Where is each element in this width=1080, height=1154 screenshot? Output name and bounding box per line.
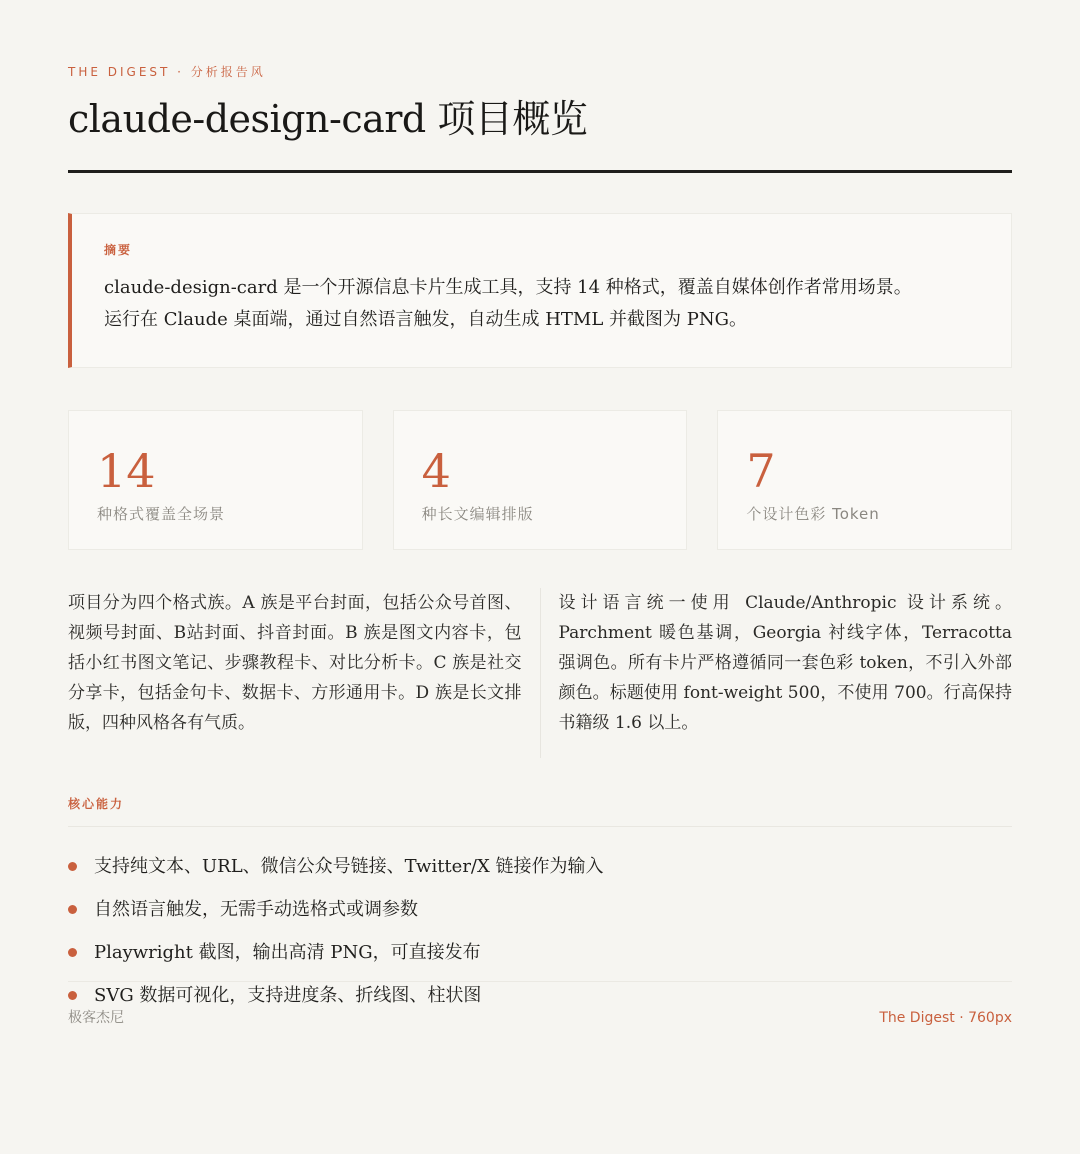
stat-value: 4: [421, 444, 451, 498]
stat-value: 14: [97, 444, 156, 498]
title-divider: [68, 170, 1012, 173]
digest-page: [68, 0, 1012, 1026]
capabilities-list: [68, 845, 1012, 1017]
stat-label: 种格式覆盖全场景: [97, 505, 226, 523]
stat-value: 7: [746, 444, 776, 498]
kicker: THE DIGEST · 分析报告风: [68, 65, 266, 79]
stat-label: 个设计色彩 Token: [746, 505, 880, 523]
page-title: claude-design-card 项目概览: [68, 97, 588, 141]
list-item: [68, 931, 1012, 974]
stat-label: 种长文编辑排版: [421, 505, 534, 523]
column-right: 设计语言统一使用 Claude/Anthropic 设计系统。Parchment 暖色基调，Georgia 衬线字体，Terracotta 强调色。所有卡片严格遵循同一套色彩 token，不引入外部颜色。标题使用 font-weight 500，不使用 700。行高保持书籍级 1.6 以上。: [540, 588, 1013, 758]
bullet-dot-icon: [68, 905, 77, 914]
bullet-dot-icon: [68, 991, 77, 1000]
footer-author: 极客杰尼: [68, 1010, 124, 1026]
column-left: 项目分为四个格式族。A 族是平台封面，包括公众号首图、视频号封面、B站封面、抖音封面。B 族是图文内容卡，包括小红书图文笔记、步骤教程卡、对比分析卡。C 族是社交分享卡，包括金句卡、数据卡、方形通用卡。D 族是长文排版，四种风格各有气质。: [68, 593, 522, 733]
summary-line: claude-design-card 是一个开源信息卡片生成工具，支持 14 种格式，覆盖自媒体创作者常用场景。: [104, 277, 912, 298]
list-item-text: Playwright 截图，输出高清 PNG，可直接发布: [94, 942, 481, 963]
footer-brand: The Digest · 760px: [879, 1010, 1012, 1026]
stat-card-longform: [393, 410, 688, 550]
list-item-text: 支持纯文本、URL、微信公众号链接、Twitter/X 链接作为输入: [94, 856, 604, 877]
two-column-text: [68, 588, 1012, 758]
summary-label: 摘要: [104, 243, 133, 257]
bullet-dot-icon: [68, 948, 77, 957]
list-item: [68, 845, 1012, 888]
summary-line: 运行在 Claude 桌面端，通过自然语言触发，自动生成 HTML 并截图为 PNG。: [104, 309, 747, 330]
stats-row: [68, 410, 1012, 550]
footer: [68, 1009, 1012, 1027]
list-item: [68, 888, 1012, 931]
stat-card-formats: [68, 410, 363, 550]
summary-box: [68, 213, 1012, 368]
summary-body: [104, 272, 979, 336]
footer-divider: [68, 981, 1012, 982]
capabilities-heading: 核心能力: [68, 797, 125, 811]
capabilities-divider: [68, 826, 1012, 827]
bullet-dot-icon: [68, 862, 77, 871]
list-item-text: 自然语言触发，无需手动选格式或调参数: [94, 899, 418, 920]
stat-card-tokens: [717, 410, 1012, 550]
list-item-text: SVG 数据可视化，支持进度条、折线图、柱状图: [94, 985, 482, 1006]
